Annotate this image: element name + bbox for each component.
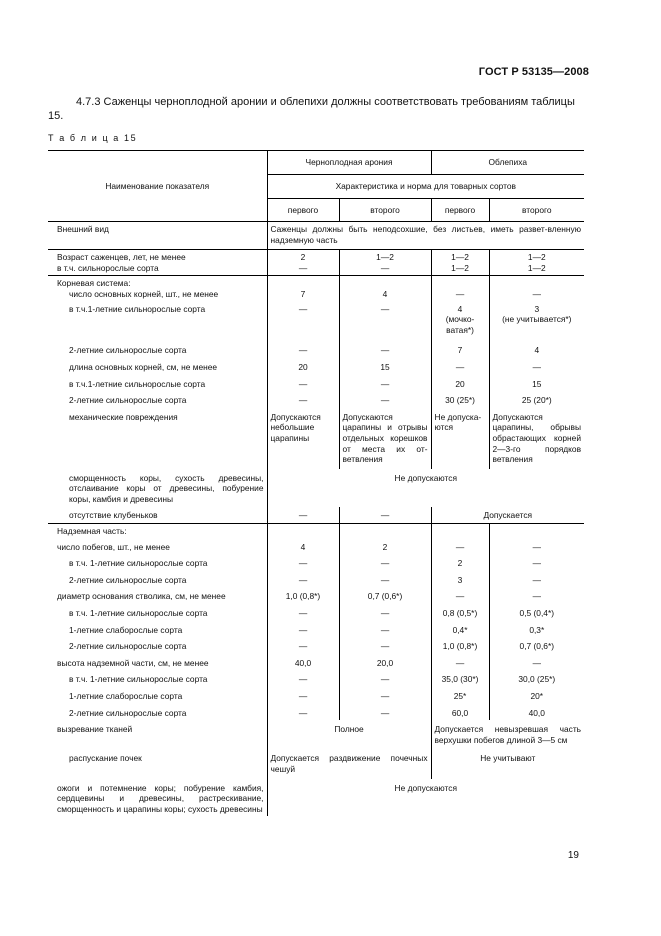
table-row [48,621,584,638]
cell-value: — [339,391,431,408]
table-row [48,507,584,523]
row-label: 1-летние слаборослые сорта [48,687,267,704]
cell-value: — [339,554,431,571]
cell-value: — [431,587,489,604]
table-row [48,637,584,654]
row-label: 2-летние сильнорослые сорта [48,341,267,358]
cell-value: 1—2 1—2 [431,250,489,276]
col-header-char-norm: Характеристика и норма для товарных сортов [267,175,584,199]
cell-value: 20 [431,375,489,392]
cell-value: Допускаются царапины, обрывы обрастающих корней 2—3-го порядков ветвления [489,408,584,469]
table-row [48,222,584,250]
requirements-table [48,150,584,816]
row-label: Внешний вид [48,222,267,250]
cell-value: 2 — [267,250,339,276]
cell-value: 0,3* [489,621,584,638]
row-label: 1-летние слаборослые сорта [48,621,267,638]
row-label: Надземная часть: [48,524,267,539]
table-caption: Т а б л и ц а 15 [48,133,138,143]
cell-value: 4 (мочко- ватая*) [431,302,489,342]
cell-value: — [489,539,584,555]
cell-value: 7 [431,341,489,358]
cell-value: 20 [267,358,339,375]
row-label: в т.ч.1-летние сильнорослые сорта [48,375,267,392]
cell-value: 20,0 [339,654,431,671]
table-row [48,670,584,687]
cell-value: Допускаются царапины и отрывы отдельных корешков от места их от-ветвления [339,408,431,469]
row-label: в т.ч. 1-летние сильнорослые сорта [48,554,267,571]
cell-value: 20* [489,687,584,704]
table-row [48,276,584,302]
document-header: ГОСТ Р 53135—2008 [478,66,589,78]
row-label: число побегов, шт., не менее [48,539,267,555]
cell-value: 1—2 1—2 [489,250,584,276]
cell-value: — [267,604,339,621]
table-row [48,302,584,342]
table-row [48,539,584,555]
cell-value: 1,0 (0,8*) [431,637,489,654]
cell-value: 7 [267,276,339,302]
col-header-oblepikha-grade1: первого [431,199,489,222]
row-label: вызревание тканей [48,720,267,749]
row-label: 2-летние сильнорослые сорта [48,571,267,588]
cell-value: 40,0 [489,704,584,721]
cell-value: — [489,554,584,571]
cell-value: Не допускаются [267,469,584,508]
table-row [48,571,584,588]
row-label [48,250,267,276]
cell-value: Допускается [431,507,584,523]
cell-value: Саженцы должны быть неподсохшие, без листьев, иметь развет-вленную надземную часть [267,222,584,250]
cell-value: — [339,302,431,342]
table-row [48,250,584,276]
col-header-name: Наименование показателя [48,151,267,222]
row-label: длина основных корней, см, не менее [48,358,267,375]
table-row [48,604,584,621]
col-header-aronia-grade2: второго [339,199,431,222]
table-header [48,151,584,222]
row-label: 2-летние сильнорослые сорта [48,391,267,408]
cell-value: 2 [339,539,431,555]
cell-value: — [489,587,584,604]
cell-value: 25* [431,687,489,704]
cell-value: 1,0 (0,8*) [267,587,339,604]
row-label: в т.ч. 1-летние сильнорослые сорта [48,670,267,687]
cell-value: — [431,276,489,302]
page-number: 19 [567,850,579,861]
row-label: в т.ч.1-летние сильнорослые сорта [48,302,267,342]
cell-value: — [267,687,339,704]
row-label: отсутствие клубеньков [48,507,267,523]
cell-value: — [267,507,339,523]
row-label: Корневая система: число основных корней, шт., не менее [48,276,267,302]
cell-value: — [431,539,489,555]
col-header-aronia: Черноплодная арония [267,151,431,175]
cell-value: 0,8 (0,5*) [431,604,489,621]
cell-value: — [489,276,584,302]
cell-value: Не учитывают [431,749,584,778]
table-row [48,779,584,817]
row-label: 2-летние сильнорослые сорта [48,637,267,654]
row-label: 2-летние сильнорослые сорта [48,704,267,721]
table-row [48,654,584,671]
cell-value: — [267,704,339,721]
cell-value: — [267,637,339,654]
cell-value: — [339,704,431,721]
cell-value: — [267,670,339,687]
cell-value: 0,5 (0,4*) [489,604,584,621]
cell-value: 1—2 — [339,250,431,276]
cell-value: 4 [267,539,339,555]
cell-value: — [339,571,431,588]
cell-value: — [431,654,489,671]
cell-value: — [431,358,489,375]
cell-value: — [339,621,431,638]
col-header-oblepikha: Облепиха [431,151,584,175]
cell-value: — [267,554,339,571]
cell-value: — [267,621,339,638]
cell-value: — [267,571,339,588]
cell-value: — [489,358,584,375]
col-header-aronia-grade1: первого [267,199,339,222]
cell-value: 60,0 [431,704,489,721]
row-label: сморщенность коры, сухость древесины, отслаивание коры от древесины, побурение коры, камбия и древесины [48,469,267,508]
cell-value: — [339,341,431,358]
table-row [48,469,584,508]
row-label: в т.ч. 1-летние сильнорослые сорта [48,604,267,621]
cell-value: Не допуска-ются [431,408,489,469]
cell-value: — [267,391,339,408]
cell-value: Допускаются небольшие царапины [267,408,339,469]
row-label: диаметр основания стволика, см, не менее [48,587,267,604]
cell-value: Допускается раздвижение почечных чешуй [267,749,431,778]
col-header-oblepikha-grade2: второго [489,199,584,222]
cell-value: 40,0 [267,654,339,671]
table-row [48,358,584,375]
cell-value: — [339,687,431,704]
table-row [48,704,584,721]
table-row [48,408,584,469]
cell-value: — [267,375,339,392]
row-label-line: в т.ч. сильнорослые сорта [57,262,159,273]
table-row [48,391,584,408]
cell-value: 4 [489,341,584,358]
table-row [48,749,584,778]
cell-value: 25 (20*) [489,391,584,408]
row-label: распускание почек [48,749,267,778]
table-row [48,524,584,539]
table-row [48,341,584,358]
cell-value: Допускается невызревшая часть верхушки побегов длиной 3—5 см [431,720,584,749]
cell-value: — [339,604,431,621]
cell-value: 3 [431,571,489,588]
cell-value: 3 (не учитывается*) [489,302,584,342]
table-row [48,720,584,749]
cell-value: 30,0 (25*) [489,670,584,687]
cell-value: 15 [489,375,584,392]
cell-value: 4 [339,276,431,302]
table-row [48,587,584,604]
table-row [48,375,584,392]
cell-value: 0,7 (0,6*) [489,637,584,654]
table-row [48,687,584,704]
cell-value: Не допускаются [267,779,584,817]
cell-value: 35,0 (30*) [431,670,489,687]
cell-value: — [339,637,431,654]
row-label: механические повреждения [48,408,267,469]
cell-value: — [489,654,584,671]
cell-value: Полное [267,720,431,749]
cell-value: — [339,375,431,392]
cell-value: — [489,571,584,588]
cell-value: 0,4* [431,621,489,638]
cell-value: 15 [339,358,431,375]
cell-value: 30 (25*) [431,391,489,408]
cell-value: — [267,341,339,358]
cell-value: — [339,670,431,687]
table-row [48,554,584,571]
row-label-line: Возраст саженцев, лет, не менее [57,252,186,263]
cell-value: 2 [431,554,489,571]
cell-value: — [267,302,339,342]
row-label: ожоги и потемнение коры; побурение камбия, сердцевины и древесины, растрескивание, сморщенность и царапины коры; сухость древесины [48,779,267,817]
intro-paragraph: 4.7.3 Саженцы черноплодной аронии и облепихи должны соответствовать требованиям таблицы 15. [48,96,575,122]
row-label: высота надземной части, см, не менее [48,654,267,671]
cell-value: 0,7 (0,6*) [339,587,431,604]
cell-value: — [339,507,431,523]
